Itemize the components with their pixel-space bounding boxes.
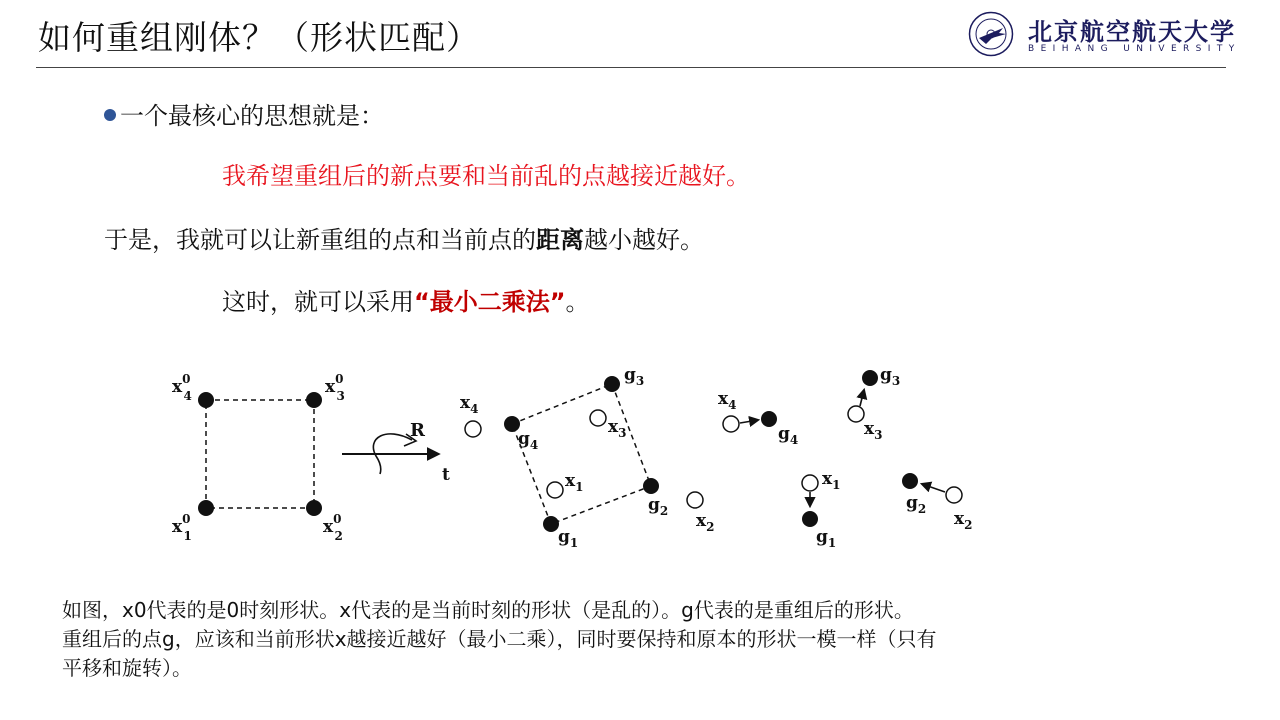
university-seal-icon: [968, 11, 1014, 57]
pair1-label-x: $x_1$: [822, 469, 841, 492]
correspondence-pairs: [718, 365, 973, 550]
highlight-sentence: 我希望重组后的新点要和当前乱的点越接近越好。: [222, 162, 750, 190]
pair2-label-g: $g_2$: [906, 493, 927, 516]
pair4-label-x: $x_4$: [718, 389, 737, 412]
pair1-current-point: [802, 475, 818, 491]
conclusion-suffix: 越小越好。: [584, 226, 704, 254]
title-divider: [36, 67, 1226, 68]
label-x3-0: $x^0$ 3: [325, 372, 345, 403]
method-suffix: 。: [565, 288, 590, 316]
conclusion-line: [104, 220, 704, 255]
bullet-line: [104, 96, 384, 131]
label-x4: $x_4$: [460, 393, 479, 416]
pair2-goal-point: [902, 473, 918, 489]
label-x1-0: $x^0$ 1: [172, 512, 192, 543]
label-x1: $x_1$: [565, 471, 584, 494]
label-x2-0: $x^0$ 2: [323, 512, 343, 543]
pair4-goal-point: [761, 411, 777, 427]
current-point-2: [687, 492, 703, 508]
goal-point-2: [643, 478, 659, 494]
label-g2: $g_2$: [648, 495, 669, 518]
bullet-dot-icon: [104, 109, 116, 121]
least-squares-term: “最小二乘法”: [414, 288, 566, 316]
pair4-label-g: $g_4$: [778, 424, 799, 447]
label-x4-0: $x^0$ 4: [172, 372, 192, 403]
pair1-label-g: $g_1$: [816, 527, 837, 550]
university-logo: [966, 6, 1241, 62]
pair3-arrow: [860, 390, 864, 406]
bullet-text: 一个最核心的思想就是：: [120, 102, 384, 130]
current-point-3: [590, 410, 606, 426]
pair2-arrow: [922, 484, 945, 492]
pair1-goal-point: [802, 511, 818, 527]
rest-shape: [172, 372, 345, 543]
university-name-cn: 北京航空航天大学: [1028, 17, 1236, 46]
rest-point-2: [306, 500, 322, 516]
label-g1: $g_1$: [558, 527, 579, 550]
distance-term: 距离: [536, 226, 584, 254]
shape-matching-figure: [160, 362, 980, 562]
pair2-label-x: $x_2$: [954, 509, 973, 532]
rest-square-outline: [206, 400, 314, 508]
current-point-1: [547, 482, 563, 498]
pair3-current-point: [848, 406, 864, 422]
pair4-current-point: [723, 416, 739, 432]
label-g4: $g_4$: [518, 429, 539, 452]
label-t: t: [442, 465, 450, 485]
rotation-translation-symbol: [342, 420, 450, 485]
caption-line-3: 平移和旋转）。: [62, 656, 192, 680]
pair3-label-g: $g_3$: [880, 365, 901, 388]
pair2-current-point: [946, 487, 962, 503]
current-point-4: [465, 421, 481, 437]
figure-caption: [62, 596, 1242, 683]
label-R: R: [410, 420, 425, 441]
rest-point-1: [198, 500, 214, 516]
label-x2: $x_2$: [696, 511, 715, 534]
slide-title: 如何重组刚体？（形状匹配）: [38, 18, 480, 57]
method-line: [222, 282, 590, 317]
pair4-arrow: [740, 420, 758, 423]
pair3-goal-point: [862, 370, 878, 386]
rest-point-4: [198, 392, 214, 408]
method-prefix: 这时，就可以采用: [222, 288, 414, 316]
goal-shape-outline: [512, 384, 651, 524]
caption-line-2: 重组后的点g，应该和当前形状x越接近越好（最小二乘），同时要保持和原本的形状一模一样（只有: [62, 627, 937, 651]
current-and-goal-shape: [460, 365, 715, 550]
label-g3: $g_3$: [624, 365, 645, 388]
caption-line-1: 如图，x0代表的是0时刻形状。x代表的是当前时刻的形状（是乱的）。g代表的是重组后的形状。: [62, 598, 914, 622]
university-name-en: BEIHANG UNIVERSITY: [1028, 44, 1241, 54]
goal-point-3: [604, 376, 620, 392]
goal-point-1: [543, 516, 559, 532]
rest-point-3: [306, 392, 322, 408]
conclusion-prefix: 于是，我就可以让新重组的点和当前点的: [104, 226, 536, 254]
pair3-label-x: $x_3$: [864, 419, 883, 442]
label-x3: $x_3$: [608, 417, 627, 440]
